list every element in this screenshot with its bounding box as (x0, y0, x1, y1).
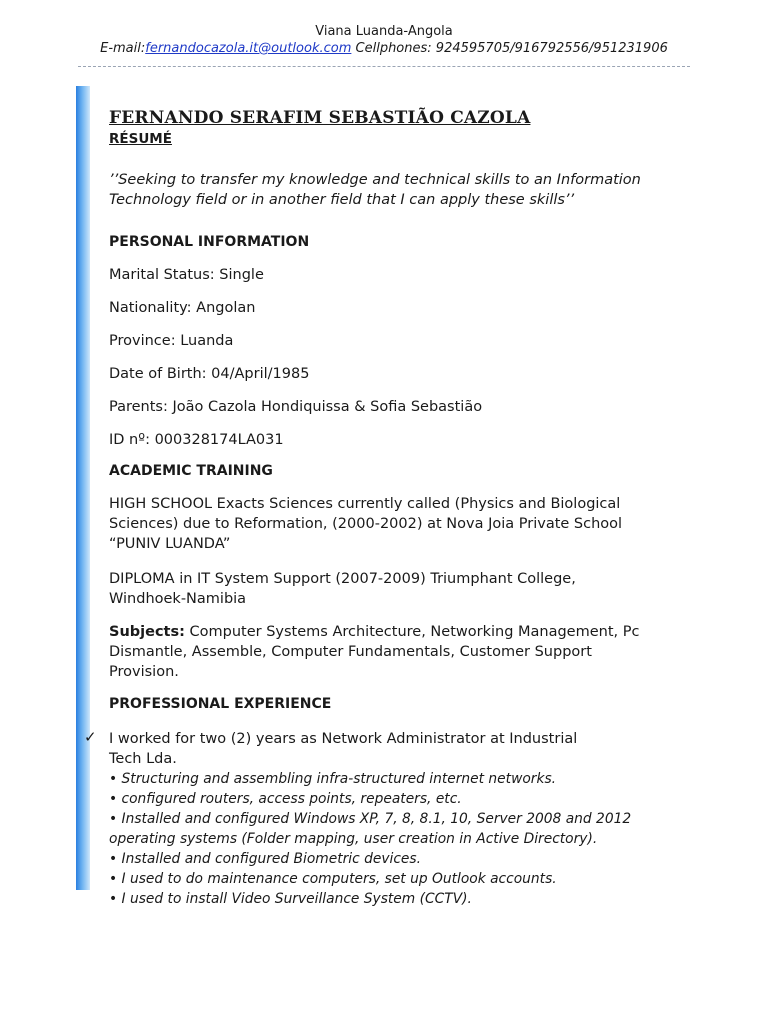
marital-status: Marital Status: Single (109, 267, 264, 283)
high-school-line: “PUNIV LUANDA” (109, 536, 231, 552)
phone-numbers: 924595705/916792556/951231906 (435, 41, 668, 56)
phones-label: Cellphones: (355, 41, 432, 56)
id-number: ID nº: 000328174LA031 (109, 432, 284, 448)
subjects-entry (109, 622, 639, 682)
professional-experience-heading: PROFESSIONAL EXPERIENCE (109, 696, 332, 712)
experience-bullet: • Structuring and assembling infra-structured internet networks. (109, 771, 557, 787)
high-school-line: Sciences) due to Reformation, (2000-2002) at Nova Joia Private School (109, 516, 623, 532)
subjects-line: Provision. (109, 664, 179, 680)
checkmark-icon: ✓ (84, 728, 97, 746)
diploma-line: DIPLOMA in IT System Support (2007-2009) Triumphant College, (109, 571, 576, 587)
subjects-line: Computer Systems Architecture, Networking Management, Pc (184, 624, 640, 640)
job-line: I worked for two (2) years as Network Administrator at Industrial (109, 731, 578, 747)
high-school-entry (109, 494, 622, 554)
high-school-line: HIGH SCHOOL Exacts Sciences currently called (Physics and Biological (109, 496, 621, 512)
resume-title: RÉSUMÉ (109, 131, 172, 147)
experience-bullets (109, 769, 631, 909)
parents: Parents: João Cazola Hondiquissa & Sofia Sebastião (109, 399, 483, 415)
experience-bullet: • Installed and configured Biometric devices. (109, 851, 421, 867)
personal-info-heading: PERSONAL INFORMATION (109, 234, 310, 250)
job-line: Tech Lda. (109, 751, 177, 767)
objective-statement (109, 170, 641, 210)
experience-bullet: • configured routers, access points, repeaters, etc. (109, 791, 462, 807)
objective-line: Technology field or in another field that I can apply these skills’’ (109, 192, 575, 208)
header-contact (0, 41, 768, 56)
header-divider (78, 66, 690, 67)
diploma-line: Windhoek-Namibia (109, 591, 247, 607)
job-entry (109, 729, 577, 769)
experience-bullet: • I used to do maintenance computers, set up Outlook accounts. (109, 871, 557, 887)
email-label: E-mail: (100, 41, 146, 56)
candidate-name: FERNANDO SERAFIM SEBASTIÃO CAZOLA (109, 108, 531, 128)
subjects-line: Dismantle, Assemble, Computer Fundamentals, Customer Support (109, 644, 592, 660)
province: Province: Luanda (109, 333, 234, 349)
header-location: Viana Luanda-Angola (315, 24, 453, 39)
nationality: Nationality: Angolan (109, 300, 256, 316)
accent-sidebar (76, 86, 90, 890)
experience-bullet: • Installed and configured Windows XP, 7, 8, 8.1, 10, Server 2008 and 2012 (109, 811, 632, 827)
academic-training-heading: ACADEMIC TRAINING (109, 463, 273, 479)
diploma-entry (109, 569, 576, 609)
subjects-label: Subjects: (109, 624, 185, 640)
experience-bullet: • I used to install Video Surveillance System (CCTV). (109, 891, 472, 907)
email-link[interactable]: fernandocazola.it@outlook.com (145, 41, 352, 56)
objective-line: ’’Seeking to transfer my knowledge and technical skills to an Information (109, 172, 641, 188)
experience-bullet: operating systems (Folder mapping, user creation in Active Directory). (109, 831, 598, 847)
date-of-birth: Date of Birth: 04/April/1985 (109, 366, 310, 382)
